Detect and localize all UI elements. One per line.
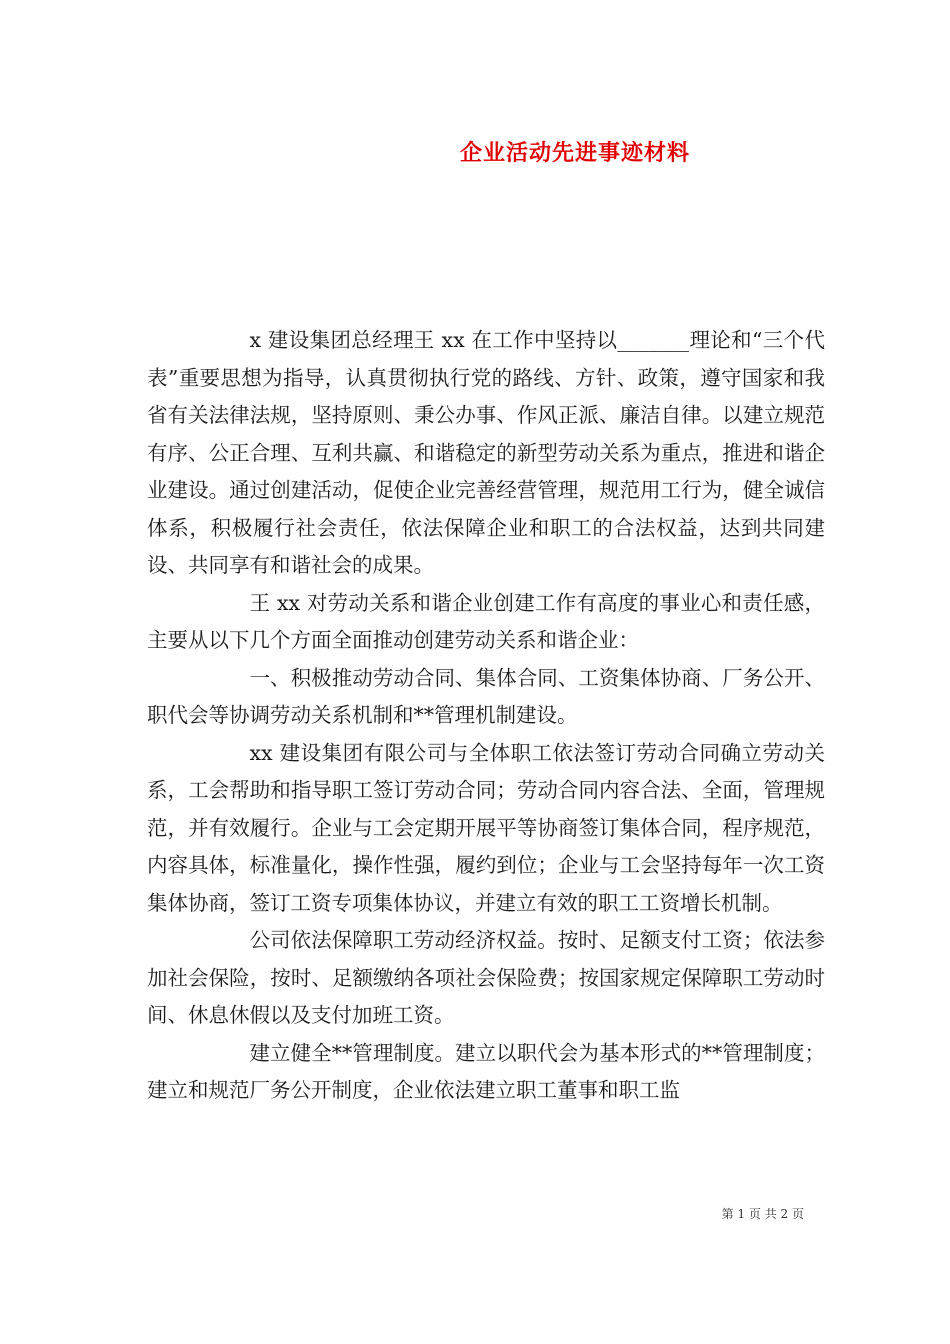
document-body — [147, 322, 825, 1110]
paragraph-management-system: 建立健全**管理制度。建立以职代会为基本形式的**管理制度；建立和规范厂务公开制度，企业依法建立职工董事和职工监 — [147, 1040, 825, 1102]
paragraph-worker-rights: 公司依法保障职工劳动经济权益。按时、足额支付工资；依法参加社会保险，按时、足额缴纳各项社会保险费；按国家规定保障职工劳动时间、休息休假以及支付加班工资。 — [147, 928, 825, 1027]
paragraph-section-one-heading: 一、积极推动劳动合同、集体合同、工资集体协商、厂务公开、职代会等协调劳动关系机制和**管理机制建设。 — [147, 665, 825, 727]
paragraph-responsibility: 王 xx 对劳动关系和谐企业创建工作有高度的事业心和责任感，主要从以下几个方面全面推动创建劳动关系和谐企业： — [147, 590, 825, 652]
page-number-footer: 第 1 页 共 2 页 — [721, 1207, 804, 1221]
paragraph-labor-contract: xx 建设集团有限公司与全体职工依法签订劳动合同确立劳动关系，工会帮助和指导职工签订劳动合同；劳动合同内容合法、全面，管理规范，并有效履行。企业与工会定期开展平等协商签订集体合同，程序规范，内容具体，标准量化，操作性强，履约到位；企业与工会坚持每年一次工资集体协商，签订工资专项集体协议，并建立有效的职工工资增长机制。 — [147, 740, 825, 915]
document-title: 企业活动先进事迹材料 — [459, 140, 690, 166]
paragraph-intro: x 建设集团总经理王 xx 在工作中坚持以_______理论和“三个代表”重要思想为指导，认真贯彻执行党的路线、方针、政策，遵守国家和我省有关法律法规，坚持原则、秉公办事、作风正派、廉洁自律。以建立规范有序、公正合理、互利共赢、和谐稳定的新型劳动关系为重点，推进和谐企业建设。通过创建活动，促使企业完善经营管理，规范用工行为，健全诚信体系，积极履行社会责任，依法保障企业和职工的合法权益，达到共同建设、共同享有和谐社会的成果。 — [147, 328, 825, 577]
